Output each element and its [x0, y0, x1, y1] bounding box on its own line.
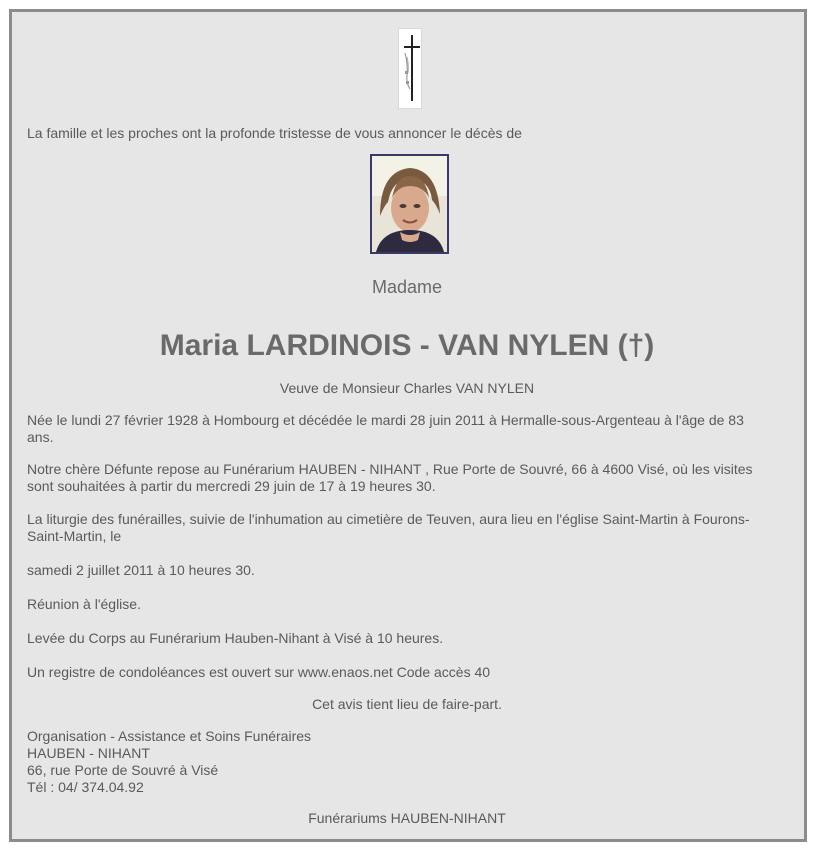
meeting-text: Réunion à l'église. [27, 596, 141, 612]
title-madame: Madame [371, 277, 443, 297]
intro-text: La famille et les proches ont la profonde tristesse de vous annoncer le décès de [27, 125, 522, 141]
levee-text: Levée du Corps au Funérarium Hauben-Nihant à Visé à 10 heures. [27, 630, 444, 646]
rest-line-1: Notre chère Défunte repose au Funérarium HAUBEN - NIHANT , Rue Porte de Souvré, 66 à 4600 Visé, où les visites [27, 461, 753, 477]
portrait-photo [370, 154, 449, 254]
rest-line-2: sont souhaitées à partir du mercredi 29 juin de 17 à 19 heures 30. [27, 478, 436, 494]
organisation-heading: Organisation - Assistance et Soins Funéraires [27, 728, 312, 744]
organisation-phone: Tél : 04/ 374.04.92 [27, 779, 144, 795]
ceremony-date: samedi 2 juillet 2011 à 10 heures 30. [27, 562, 255, 578]
birth-death-line-1: Née le lundi 27 février 1928 à Hombourg et décédée le mardi 28 juin 2011 à Hermalle-sous-Argenteau à l'âge de 83 [27, 412, 744, 428]
obituary-card [9, 9, 807, 842]
liturgy-line-2: Saint-Martin, le [27, 528, 122, 544]
widow-text: Veuve de Monsieur Charles VAN NYLEN [279, 380, 535, 396]
organisation-company: HAUBEN - NIHANT [27, 745, 150, 761]
cross-icon [398, 28, 422, 109]
birth-death-line-2: ans. [27, 429, 54, 445]
faire-part-text: Cet avis tient lieu de faire-part. [312, 696, 502, 712]
organisation-address: 66, rue Porte de Souvré à Visé [27, 762, 219, 778]
liturgy-line-1: La liturgie des funérailles, suivie de l'inhumation au cimetière de Teuven, aura lieu en l'église Saint-Martin à Fourons- [27, 511, 750, 527]
register-text: Un registre de condoléances est ouvert sur www.enaos.net Code accès 40 [27, 664, 491, 680]
deceased-name: Maria LARDINOIS - VAN NYLEN (†) [159, 329, 655, 362]
footer-signature: Funérariums HAUBEN-NIHANT [308, 810, 506, 826]
